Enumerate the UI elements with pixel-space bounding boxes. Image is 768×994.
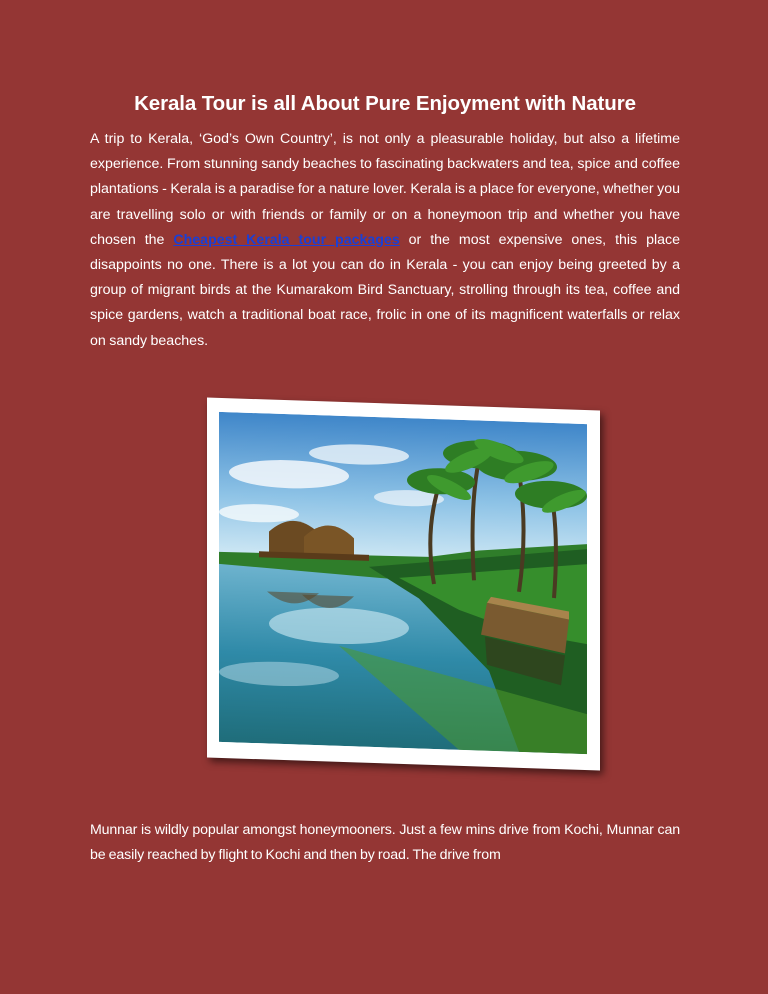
document-page [90, 92, 680, 354]
intro-text-before-link: A trip to Kerala, ‘God’s Own Country’, is not only a pleasurable holiday, but also a lifetime experience. From stunning sandy beaches to fascinating backwaters and tea, spice and coffee plantations - Kerala is a paradise for a nature lover. Kerala is a place for everyone, whether you are travelling solo or with friends or family or on a honeymoon trip and whether you have chosen the [90, 131, 680, 248]
cheapest-kerala-tour-packages-link[interactable]: Cheapest Kerala tour packages [173, 231, 400, 248]
photo-border [207, 397, 600, 770]
intro-paragraph [90, 127, 680, 354]
kerala-backwaters-photo [207, 397, 600, 770]
page-title: Kerala Tour is all About Pure Enjoyment with Nature [134, 92, 636, 115]
munnar-paragraph: Munnar is wildly popular amongst honeymooners. Just a few mins drive from Kochi, Munnar can be easily reached by flight to Kochi and then by road. The drive from [90, 822, 680, 864]
backwaters-image [219, 412, 587, 754]
intro-text-after-link: or the most expensive ones, this place disappoints no one. There is a lot you can do in Kerala - you can enjoy being greeted by a group of migrant birds at the Kumarakom Bird Sanctuary, strolling through its tea, coffee and spice gardens, watch a traditional boat race, frolic in one of its magnificent waterfalls or relax on sandy beaches. [90, 231, 681, 349]
